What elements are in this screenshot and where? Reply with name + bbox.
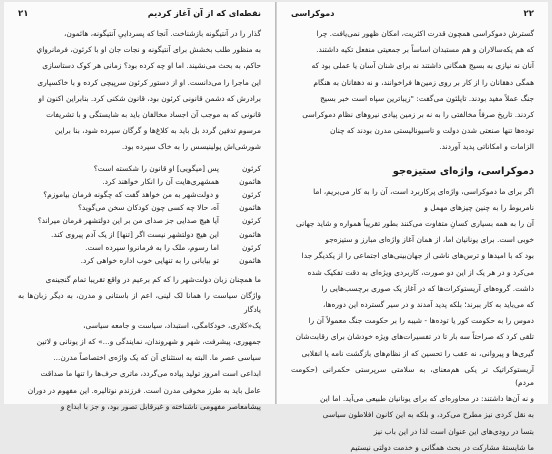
text-line: که هم یکه‌سالاران و هم مستبدان اساساً بر جمعیتی منفعل تکیه داشتند. — [316, 45, 534, 55]
spoken-line: پس [میگویی] او قانون را شکسته است؟ — [93, 163, 219, 173]
text-line: کردند. تاریخ صرفاً مخالفتی را به نه بر زمین پیادی نیروهای نظام دموکراسی — [302, 110, 534, 120]
speaker-name: کرئون — [241, 216, 261, 226]
text-line: به منظور طلب بخشش برای آنتیگونه و نجات جان او با کرئون، فرمانرواي — [36, 45, 261, 55]
spoken-line: آه، حالا چه کسی چون کودکان سخن می‌گوید؟ — [77, 203, 219, 213]
text-line: گیری‌ها و پیروانی، نه عقب را تحسین که از نظام‌های بازگشت نامه یا انقلابی — [301, 348, 534, 358]
spoken-line: این هیچ دولتشهر نیست اگر [تنها] از یک آدم پیروی کند. — [50, 229, 219, 239]
text-line: جنگ عملاً مفید بودند. تاپلئون می‌گفت: "زیباترین سپاه است خبر بسیج — [320, 93, 534, 103]
speaker-name: هائمون — [239, 176, 261, 186]
dialogue-line — [18, 228, 261, 241]
text-line: می‌کرد و در هر یک از این دو صورت، کاربردی ویژه‌ای به دقت تفکیک شده — [307, 267, 534, 277]
text-line: حاکم، به بحث می‌نشیند. اما او چه کرده بود؟ زمانی هر کوک دستاسازی — [42, 61, 261, 71]
dialogue-line — [18, 201, 261, 214]
left-intro-text — [18, 27, 261, 154]
speaker-name: کرئون — [241, 242, 261, 252]
text-line: داشت. گروه‌های آریستوکرات‌ها که در آغاز یک صوری برچسب‌هایی را — [321, 283, 534, 293]
left-page — [4, 2, 276, 411]
dialogue-line — [18, 241, 261, 254]
dialogue-line — [18, 162, 261, 175]
text-line: و نه آن‌ها داشتند: در محاوره‌ای که برای یونانیان طبیعی می‌آید. اما این — [320, 394, 534, 404]
speaker-name: کرئون — [241, 190, 261, 200]
text-line: نامربوط را به چنین چیزهای مهمل و — [424, 202, 534, 212]
text-line: آریستوکراتیک تر یکی هم‌معنای، به سلامتی سرپرستی حکمرانی (حکومت مردم) — [291, 364, 534, 388]
section-heading: دموکراسی، واژه‌ای ستیزه‌جو — [392, 165, 534, 177]
text-line: ما همچنان زبان دولت‌شهر را که کم برعیم در واقع تقریبا تمام گنجینه‌ی — [45, 275, 261, 285]
right-page-header — [291, 8, 534, 19]
text-line: ابداعی است امروز تولید پیاده می‌گردد، ماتری حرف‌ها را تنها ما صداقت — [40, 369, 261, 379]
text-line: گسترش دموکراسی همچون قدرت اکثریت، امکان ظهور نمی‌یافت. چرا — [316, 29, 534, 38]
dialogue-line — [18, 175, 261, 188]
text-line: دموس را به حکومت کور یا توده‌ها - شیبه را بر حکومت جنگ معمولاً آن را — [308, 316, 534, 326]
spoken-line: تو بیابانی را به تنهایی خوب اداره خواهی کرد. — [80, 256, 219, 266]
text-line: بود که با امیدها و ترس‌های ناشی از جهان‌بینی‌های اجتماعی را از یکدیگر جدا — [301, 251, 534, 261]
dialogue-list — [18, 162, 261, 268]
text-line: جمهوری، پیشرفت، شهر و شهروندان، نمایندگی و...» که از یونانی و لاتین — [36, 337, 261, 347]
text-line: قانونی که به موجب آن اجساد مخالفان باید به شایستگی و با تشریفات — [46, 110, 261, 120]
text-line: الزامات و امکاناتی پدید آوردند. — [439, 142, 534, 152]
spoken-line: همشهری‌هایت آن را انکار خواهند کرد. — [102, 176, 219, 186]
speaker-name: هائمون — [239, 256, 261, 266]
page-number: ۲۱ — [18, 9, 29, 19]
text-line: سیاسی عصر ما. البته به استثنای آن که یک واژه‌ی اختصاصاً مدرن... — [53, 353, 261, 363]
speaker-name: هائمون — [239, 229, 261, 239]
text-line: پیشامعاصر مفهومی ناشناخته و غیرقابل تصور بود، و جز با ابداع و — [60, 401, 261, 411]
left-page-header — [18, 8, 261, 19]
text-line: واژگان سیاست را همانا لک لینی، اعم از باستانی و مدرن، به دیگر زبان‌ها به یادگار — [18, 291, 261, 314]
text-line: شورشی‌اش پولینیسس را به خاک سپرده بود. — [121, 142, 261, 152]
text-line: ما شایستهٔ مشارکت در بحث همگانی و خدمت دولتی نیستیم — [350, 442, 534, 452]
dialogue-line — [18, 188, 261, 201]
right-page — [276, 2, 548, 452]
text-line: یک«کلاری، خودکامگی، استبداد، سیاست و جامعه سیاسی، — [83, 320, 261, 330]
book-spread — [4, 2, 548, 452]
spoken-line: و دولت‌شهر به من خواهد گفت که چگونه فرمان بیاموزم؟ — [43, 190, 219, 200]
text-line: خوبی است. برای یونانیان اما، از همان آغاز واژه‌ای مبارز و ستیزه‌جو — [325, 235, 534, 245]
text-line: گذار را در آنتیگونه بازشناخت. آنجا که پسرداییِ آنتیگونه، هائمون، — [64, 29, 261, 38]
text-line: آن را به همه بسیاری کسانِ متفاوت می‌کنند بطور تقریباً همواره و شاید جهانی — [295, 219, 534, 229]
text-line: این ماجرا را می‌دانست. او از دستور کرئون سرپیچی کرده و با خاکسپاری — [37, 77, 261, 87]
text-line: برادرش که دشمن قانونی کرئون بود، قانون شکنی کرد. بنابراین اکنون او — [38, 93, 261, 103]
spoken-line: اما رسوم، ملک را به فرمانروا سپرده است. — [85, 242, 219, 252]
dialogue-line — [18, 214, 261, 227]
text-line: توده‌ها تنها صنعتی شدن دولت و تاسیونالیستی مدرن بودند که چنان — [329, 126, 534, 136]
text-line: به نقل کردی نیز مطرح می‌کرد، و بلکه به این کانون افلاطون سیاسی — [322, 410, 534, 420]
running-title: دموکراسی — [291, 8, 335, 18]
right-section-text — [291, 185, 534, 454]
spoken-line: آیا هیچ صدایی جز صدای من بر این دولتشهر فرمان میراند؟ — [37, 216, 219, 226]
dialogue-line — [18, 254, 261, 267]
text-line: تلقی کرد که صراحتاً سه بار تا در تفسیرات‌های ویژه خودشان برای رقابت‌شان — [295, 332, 534, 342]
text-line: عامل باید به طرز مخوفی مدرن است. فرزندم نوتالیره. این مفهوم در دوران — [27, 385, 261, 395]
speaker-name: هائمون — [239, 203, 261, 213]
text-line: که می‌باید به کار ببرند؛ بلکه پدید آمدند و در سیر گسترده این دوره‌ها، — [322, 300, 534, 310]
text-line: اگر برای ما دموکراسی، واژه‌ای پرکاربرد است، آن را به کار می‌بریم، اما — [313, 186, 534, 196]
text-line: مرسوم تدفین گردد بل باید به کلاغ‌ها و گرگان سپرده شود، بنا براین — [54, 126, 261, 136]
running-title: نقطه‌ای که از آن آغاز کردیم — [147, 8, 261, 18]
page-number: ۲۲ — [523, 9, 534, 19]
text-line: همگی دهقانان را از کار بر روی زمین‌ها فراخوانند، و نه دهقانان به هنگام — [313, 77, 534, 87]
right-intro-text — [291, 27, 534, 154]
speaker-name: کرئون — [241, 163, 261, 173]
text-line: بتسا در رودی‌های این عنوان است لذا در این باب نیز — [373, 426, 534, 436]
left-body-text — [18, 273, 261, 413]
text-line: آنان نه نیازی به بسیج همگانی داشتند نه برای شنان آسان یا عملی بود که — [311, 61, 534, 71]
